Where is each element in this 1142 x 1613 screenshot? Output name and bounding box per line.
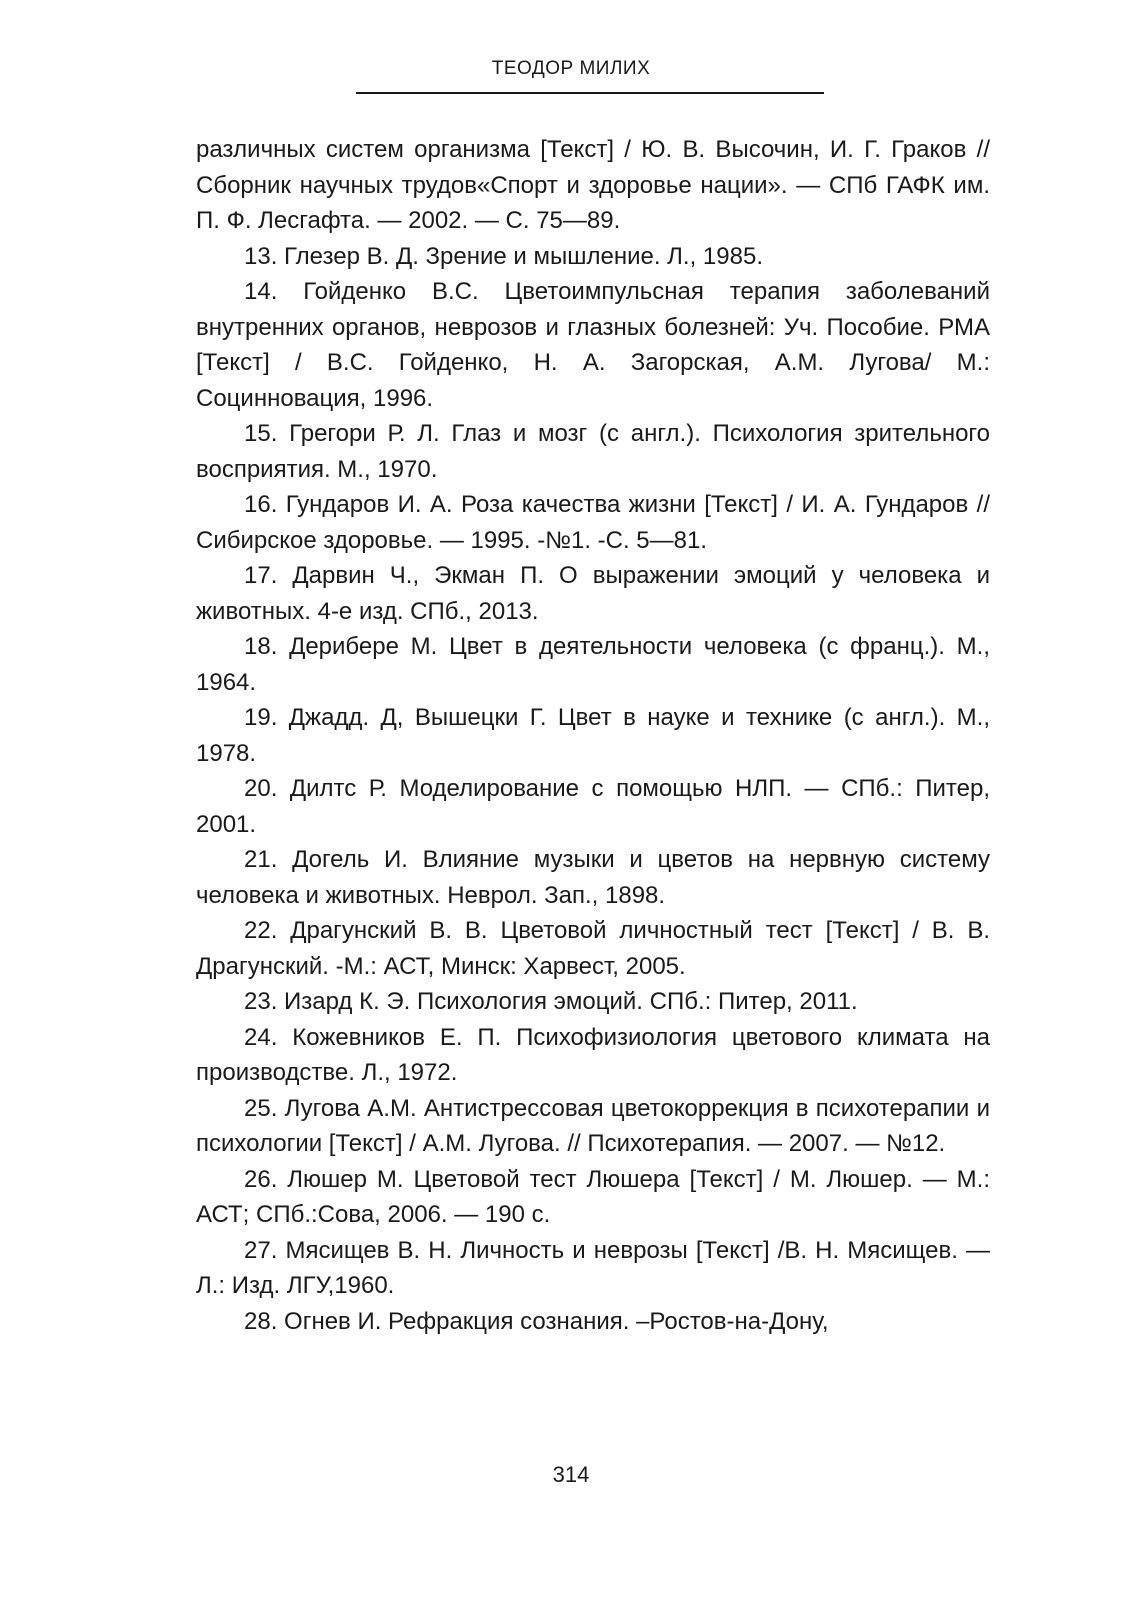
page-number: 314 [552, 1462, 590, 1487]
bibliography-entry-18: 18. Дерибере М. Цвет в деятельности человека (с франц.). М., 1964. [196, 633, 990, 696]
header-rule [356, 92, 824, 94]
bibliography-entry-16: 16. Гундаров И. А. Роза качества жизни [Текст] / И. А. Гундаров // Сибирское здоровье. — 1995. -№1. -С. 5—81. [196, 491, 990, 554]
bibliography-entry-24: 24. Кожевников Е. П. Психофизиология цветового климата на производстве. Л., 1972. [196, 1023, 990, 1086]
bibliography-entry-15: 15. Грегори Р. Л. Глаз и мозг (с англ.). Психология зрительного восприятия. М., 1970. [196, 420, 990, 483]
bibliography-entry-19: 19. Джадд. Д, Вышецки Г. Цвет в науке и технике (с англ.). М., 1978. [196, 704, 990, 767]
bibliography-entry-25: 25. Лугова А.М. Антистрессовая цветокоррекция в психотерапии и психологии [Текст] / А.М. Лугова. // Психотерапия. — 2007. — №12. [196, 1094, 990, 1157]
bibliography-entry-21: 21. Догель И. Влияние музыки и цветов на нервную систему человека и животных. Неврол. Зап., 1898. [196, 846, 990, 909]
bibliography-entry-23: 23. Изард К. Э. Психология эмоций. СПб.: Питер, 2011. [244, 988, 858, 1015]
bibliography-body [196, 132, 990, 1339]
bibliography-entry-26: 26. Люшер М. Цветовой тест Люшера [Текст] / М. Люшер. — М.: АСТ; СПб.:Сова, 2006. — 190 с. [196, 1165, 990, 1228]
bibliography-entry-13: 13. Глезер В. Д. Зрение и мышление. Л., 1985. [244, 242, 763, 270]
bibliography-entry-20: 20. Дилтс Р. Моделирование с помощью НЛП. — СПб.: Питер, 2001. [196, 775, 990, 838]
bibliography-entry-17: 17. Дарвин Ч., Экман П. О выражении эмоций у человека и животных. 4-е изд. СПб., 2013. [196, 562, 990, 625]
bibliography-entry-28: 28. Огнев И. Рефракция сознания. –Ростов-на-Дону, [244, 1307, 829, 1335]
bibliography-entry-continued: различных систем организма [Текст] / Ю. В. Высочин, И. Г. Граков // Сборник научных трудов«Спорт и здоровье нации». — СПб ГАФК им. П. Ф. Лесгафта. — 2002. — С. 75—89. [196, 136, 990, 234]
bibliography-entry-22: 22. Драгунский В. В. Цветовой личностный тест [Текст] / В. В. Драгунский. -М.: АСТ, Минск: Харвест, 2005. [196, 917, 990, 980]
bibliography-entry-14: 14. Гойденко В.С. Цветоимпульсная терапия заболеваний внутренних органов, неврозов и глазных болезней: Уч. Пособие. РМА [Текст] / В.С. Гойденко, Н. А. Загорская, А.М. Лугова/ М.: Социнновация, 1996. [196, 278, 990, 412]
running-header: ТЕОДОР МИЛИХ [491, 58, 651, 79]
bibliography-entry-27: 27. Мясищев В. Н. Личность и неврозы [Текст] /В. Н. Мясищев. — Л.: Изд. ЛГУ,1960. [196, 1236, 990, 1299]
